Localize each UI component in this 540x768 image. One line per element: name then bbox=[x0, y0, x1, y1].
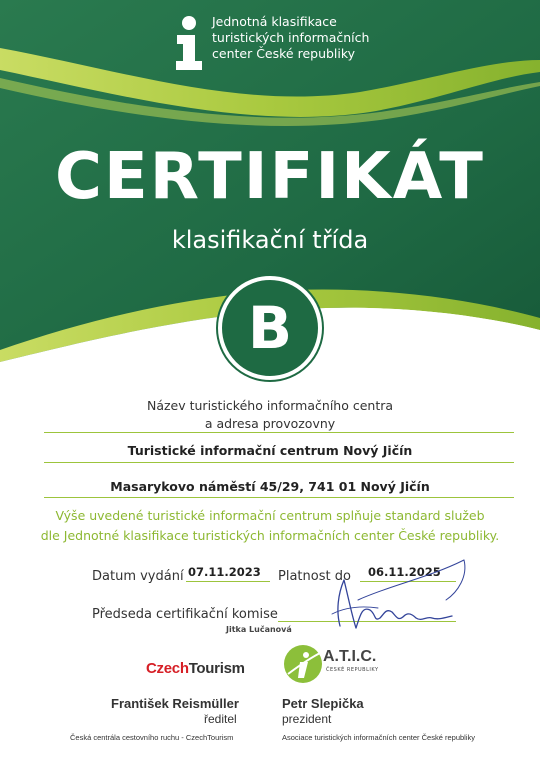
grade-badge bbox=[218, 276, 322, 380]
czechtourism-logo-tourism: Tourism bbox=[188, 660, 245, 677]
info-i-icon bbox=[172, 15, 206, 71]
atic-logo-text: A.T.I.C. bbox=[323, 648, 377, 665]
signatory-1-org: Česká centrála cestovního ruchu - CzechTourism bbox=[70, 733, 234, 742]
name-label-line-2: a adresa provozovny bbox=[204, 416, 336, 431]
signatory-1-name: František Reismüller bbox=[111, 696, 239, 711]
signatory-2-name: Petr Slepička bbox=[282, 696, 364, 711]
name-label-line-1: Název turistického informačního centra bbox=[146, 398, 394, 413]
atic-logo-subtext: ČESKÉ REPUBLIKY bbox=[326, 667, 379, 673]
handwritten-signature-icon bbox=[318, 556, 478, 636]
header-line-2: turistických informačních bbox=[212, 30, 370, 45]
signatory-2-role: prezident bbox=[282, 712, 332, 726]
header-line-1: Jednotná klasifikace bbox=[212, 14, 337, 29]
certificate-subtitle: klasifikační třída bbox=[171, 226, 369, 254]
center-name: Turistické informační centrum Nový Jičín bbox=[127, 443, 413, 458]
czechtourism-logo-czech: Czech bbox=[146, 660, 189, 677]
divider-line bbox=[44, 432, 514, 433]
signatory-1-role: ředitel bbox=[204, 712, 237, 726]
valid-label: Platnost do bbox=[278, 569, 351, 584]
committee-chair-name: Jitka Lučanová bbox=[226, 625, 292, 634]
valid-date: 06.11.2025 bbox=[368, 565, 441, 579]
statement-line-1: Výše uvedené turistické informační centrum splňuje standard služeb bbox=[55, 508, 485, 523]
header-organization-text bbox=[212, 14, 452, 62]
certificate-title: CERTIFIKÁT bbox=[55, 140, 485, 214]
center-address: Masarykovo náměstí 45/29, 741 01 Nový Jičín bbox=[110, 479, 430, 494]
divider-line bbox=[44, 497, 514, 498]
grade-letter: B bbox=[247, 294, 293, 362]
divider-line bbox=[186, 581, 270, 582]
czechtourism-logo bbox=[146, 660, 245, 677]
certification-statement bbox=[0, 506, 540, 546]
signatory-2-org: Asociace turistických informačních center České republiky bbox=[282, 733, 475, 742]
divider-line bbox=[44, 462, 514, 463]
issued-date: 07.11.2023 bbox=[188, 565, 261, 579]
committee-chair-label: Předseda certifikační komise bbox=[92, 607, 278, 622]
header-line-3: center České republiky bbox=[212, 46, 356, 61]
issued-label: Datum vydání bbox=[92, 569, 184, 584]
statement-line-2: dle Jednotné klasifikace turistických informačních center České republiky. bbox=[40, 528, 500, 543]
